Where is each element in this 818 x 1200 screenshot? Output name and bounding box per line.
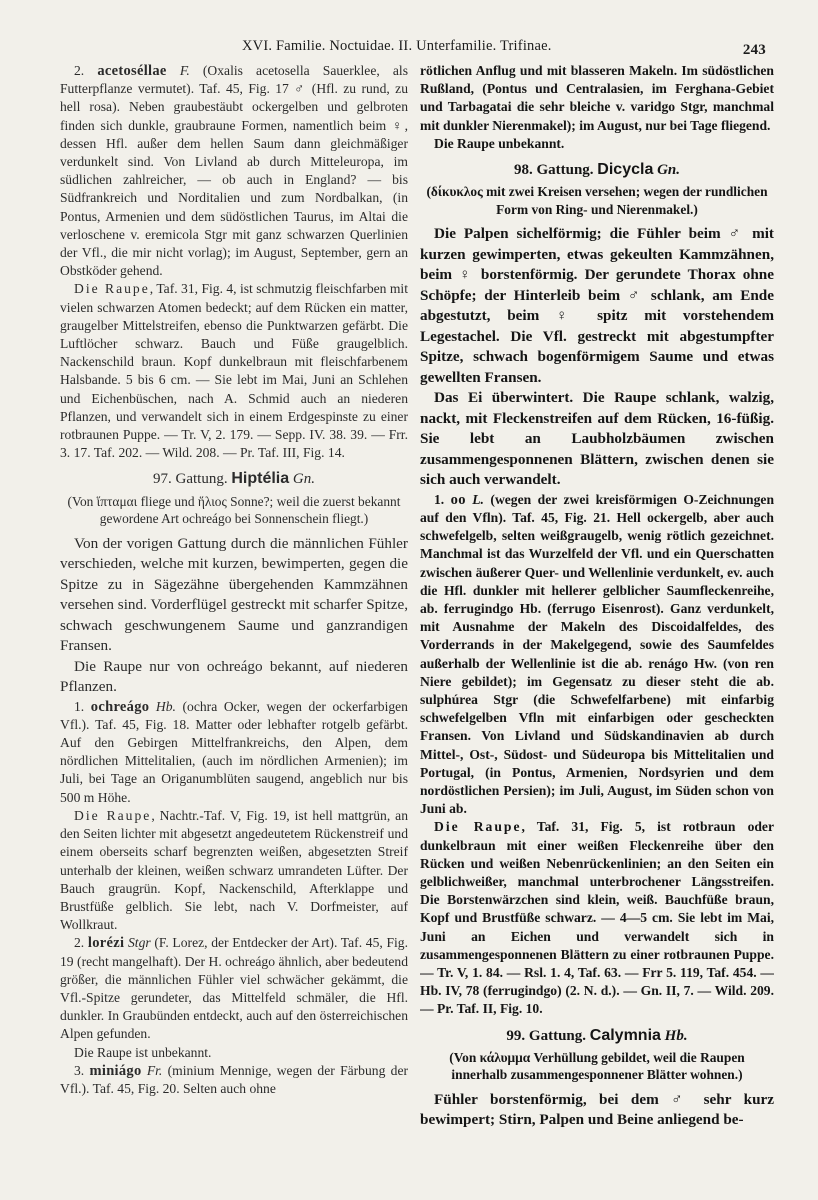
species-number: 2. [74,935,85,951]
species-ochreago [60,698,408,807]
larva-lead: Die Raupe [74,281,150,297]
species-text: (wegen der zwei kreisförmigen O-Zeichnungen auf den Vfln). Taf. 45, Fig. 21. Hell ockergelb, aber auch schwefelgelb, selten weißgraugelb, wenig rötlich gezeichnet. Manchmal ist das Wurzelfeld der Vfl. und ein Querschatten zwischen äußerer Quer- und Wellenlinie verdunkelt, ev. auch die Hfl. dunkler mit hellerer gelblicher Saumfleckenreihe, ab. ferrugindgo Hb. (ferrugo Eisenrost). Ganz verdunkelt, mit Ausnahme der Makeln des Discoidalfeldes, des Vorderrands in der Makelgegend, sowie des Saumfeldes außerhalb der Wellenlinie ist die ab. renágo Hw. (von ren Niere gebildet); im Gegensatz zu dieser steht die ab. sulphúrea Stgr (die Schwefelfarbene) mit einfarbig schwefelgelben Vfln mit einfarbigen oder gescheckten Fransen. Von Livland und Südskandinavien ab durch Mittel-, Ost-, Südost- und Südeuropa bis Mittelitalien und Portugal, (in Pontus, Armenien, Nordsyrien und dem nordöstlichen Persien); im Juli, August, im Süden schon von Juni ab. [420,491,774,817]
species-text: (minium Mennige, wegen der Färbung der Vfl.). Taf. 45, Fig. 20. Selten auch ohne [60,1062,408,1096]
genus-larva-note: Die Raupe nur von ochreágo bekannt, auf niederen Pflanzen. [60,657,408,696]
genus-author: Hb. [664,1027,688,1044]
larva-lead: Die Raupe [74,807,152,823]
genus-description: Die Palpen sichelförmig; die Fühler beim ♂ mit kurzen gewimperten, etwas gekeulten Kammzähnen, beim ♀ borstenförmig. Der gerundete Thorax ohne Schöpfe; der Hinterleib beim ♂ schlank, am Ende abgestutzt, beim ♀ spitz mit vorstehendem Legestachel. Die Vfl. gestreckt mit abgestumpfter Spitze, schwach bogenförmigem Saume und etwas gewellten Fransen. [420,225,774,386]
genus-etymology: (Von κάλυμμα Verhüllung gebildet, weil die Raupen innerhalb zusammengesponnener Blätter wohnen.) [449,1049,745,1083]
species-author: Fr. [146,1062,163,1078]
genus-author: Gn. [292,471,315,488]
genus-name: Dicycla [597,161,654,179]
species-number: 2. [74,63,85,78]
species-author: L. [472,491,484,507]
species-author: F. [179,63,190,78]
larva-lead: Die Raupe [434,819,522,835]
genus-description: Fühler borstenförmig, bei dem ♂ sehr kurz bewimpert; Stirn, Palpen und Beine anliegend be- [420,1090,774,1129]
running-title: XVI. Familie. Noctuidae. II. Unterfamilie. Trifinae. [242,38,552,54]
species-number: 1. [434,491,445,507]
genus-heading-97 [60,470,408,488]
species-name: oo [450,491,466,508]
species-author: Hb. [155,698,176,714]
continuation-larva: Die Raupe unbekannt. [434,135,565,151]
page-number: 243 [742,42,766,58]
larva-acetosellae [60,280,408,462]
larva-text: , Taf. 31, Fig. 5, ist rotbraun oder dunkelbraun mit einer weißen Fleckenreihe über den Rücken und weißen Nebenrückenlinien; an den Seiten ein gelblichweißer, manchmal unterbrochener Längsstreifen. Die Borstenwärzchen sind klein, weiß. Bauchfüße braun, Kopf und Brustfüße schwarz. — 4—5 cm. Sie lebt im Mai, Juni an Eichen und verwandelt sich in zusammengesponnenen Blättern zu einer rotbraunen Puppe. — Tr. V, 1. 84. — Rsl. 1. 4, Taf. 63. — Frr 5. 119, Taf. 454. — Hb. IV, 78 (ferrugindgo) (2. N. d.). — Gn. II, 7. — Wild. 209. — Pr. Taf. II, Fig. 10. [420,819,774,1017]
larva-text: , Taf. 31, Fig. 4, ist schmutzig fleischfarben mit vielen schwarzen Atomen bedeckt; auf dem Rücken ein matter, graugelber Mittelstreifen, ebenso die Punktwarzen gefärbt. Die Luftlöcher schwarz. Bauch und Füße graugelblich. Nackenschild braun. Kopf dunkelbraun mit fleischfarbenem Halsbande. 5 bis 6 cm. — Sie lebt im Mai, Juni an Schlehen und Eichenbüschen, nach A. Schmid auch an niederen Pflanzen, und verwandelt sich in einem Erdgespinste zu einer rotbraunen Puppe. — Tr. V, 2. 179. — Sepp. IV. 38. 39. — Frr. 3. 17. Taf. 202. — Wild. 208. — Pr. Taf. III, Fig. 14. [60,281,408,461]
species-miniago [60,1062,408,1098]
species-name: acetoséllae [97,63,167,79]
species-text: (ochra Ocker, wegen der ockerfarbigen Vfl.). Taf. 45, Fig. 18. Matter oder lebhafter rotgelb gefärbt. Auf den Gebirgen Mittelfrankreichs, den Alpen, dem nördlichen Mittelitalien, (auch im nördlichen Armenien); im Juli, bei Tage an Origanumblüten saugend, angeblich nur bis 500 m Höhe. [60,698,408,805]
left-column [60,62,408,1192]
species-lorezi [60,934,408,1043]
genus-number: 98. Gattung. [513,162,594,179]
genus-number: 99. Gattung. [506,1027,587,1044]
continuation-text: rötlichen Anflug und mit blasseren Makeln. Im südöstlichen Rußland, (Pontus und Centralasien, im Ferghana-Gebiet und Tarbagatai die sehr bleiche v. varidgo Stgr, manchmal mit dunkler Nierenmakel); im August, nur bei Tage fliegend. [420,63,774,133]
species-text: (Oxalis acetosella Sauerklee, als Futterpflanze vermutet). Taf. 45, Fig. 17 ♂ (Hfl. zu rund, zu hell rosa). Neben graubestäubt ockergelben und gelbroten finden sich dunkle, graubraune Formen, namentlich beim ♀, dessen Hfl. außer dem hellen Saum dann gleichmäßiger verdunkelt sind. Von Livland ab durch Mitteleuropa, im südlichen zahlreicher, — ob auch in England? — bis Südfrankreich und Norditalien und zum Nordbalkan, (in Pontus, Armenien und dem südöstlichen Taurus, im Altai die verloschene v. eremicola Stgr mit ganz schwarzen Querlinien der Vfl., die mir nicht vorlag); im August, September, gern an Obstköder gehend. [60,63,408,279]
species-text: (F. Lorez, der Entdecker der Art). Taf. 45, Fig. 19 (recht mangelhaft). Der H. ochreágo ähnlich, aber bedeutend größer, die männlichen Fühler viel schwächer gekämmt, die Vfl.-Spitze gerundeter, das Mittelfeld schmäler, die Hfl. dunkler. In Graubünden entdeckt, auch auf den österreichischen Alpen gefunden. [60,935,408,1042]
genus-author: Gn. [657,162,681,179]
species-name: lorézi [87,935,125,952]
species-acetosellae [60,62,408,280]
genus-egg-note: Das Ei überwintert. Die Raupe schlank, walzig, nackt, mit Fleckenstreifen auf dem Rücken, 16-füßig. Sie lebt an Laubholzbäumen zwischen zusammengesponnenen Blättern, zwischen denen sie sich auch verwandelt. [420,389,774,489]
genus-description: Von der vorigen Gattung durch die männlichen Fühler verschieden, welche mit kurzen, bewimperten, gegen die Spitze zu in Sägezähne übergehenden Kammzähnen versehen sind. Vorderflügel gestreckt mit scharfer Spitze, schwach geschwungenem Saume und ganzrandigen Fransen. [60,534,408,655]
genus-name: Calymnia [589,1026,661,1044]
running-header [62,38,786,62]
larva-oo [420,818,774,1018]
species-author: Stgr [128,935,151,951]
species-number: 3. [74,1062,85,1078]
species-name: miniágo [89,1062,142,1079]
species-number: 1. [74,698,85,714]
genus-heading-98 [420,161,774,179]
right-column [420,62,774,1192]
genus-etymology: (δίκυκλος mit zwei Kreisen versehen; wegen der rundlichen Form von Ring- und Nierenmakel.) [426,184,768,217]
species-name: ochreágo [90,698,150,715]
genus-heading-99 [420,1027,774,1045]
genus-name: Hiptélia [231,470,290,488]
species-oo [420,491,774,819]
larva-text: , Nachtr.-Taf. V, Fig. 19, ist hell mattgrün, an den Seiten lichter mit abgesetzt angedeutetem Rückenstreif und einem oberseits scharf begrenzten weißen, abgesetzten Streif unterhalb der kleinen, weißen schwarz umrandeten Lüfter. Der Bauch graugrün. Kopf, Nackenschild, Afterklappe und Brustfüße gelblich. Sie lebt, nach V. Dorfmeister, auf Wollkraut. [60,807,408,933]
larva-lorezi: Die Raupe ist unbekannt. [74,1044,212,1060]
larva-ochreago [60,807,408,934]
genus-number: 97. Gattung. [153,471,228,488]
genus-etymology: (Von ἵπταμαι fliege und ἥλιος Sonne?; weil die zuerst bekannt gewordene Art ochreágo bei Sonnenschein fliegt.) [67,493,401,527]
